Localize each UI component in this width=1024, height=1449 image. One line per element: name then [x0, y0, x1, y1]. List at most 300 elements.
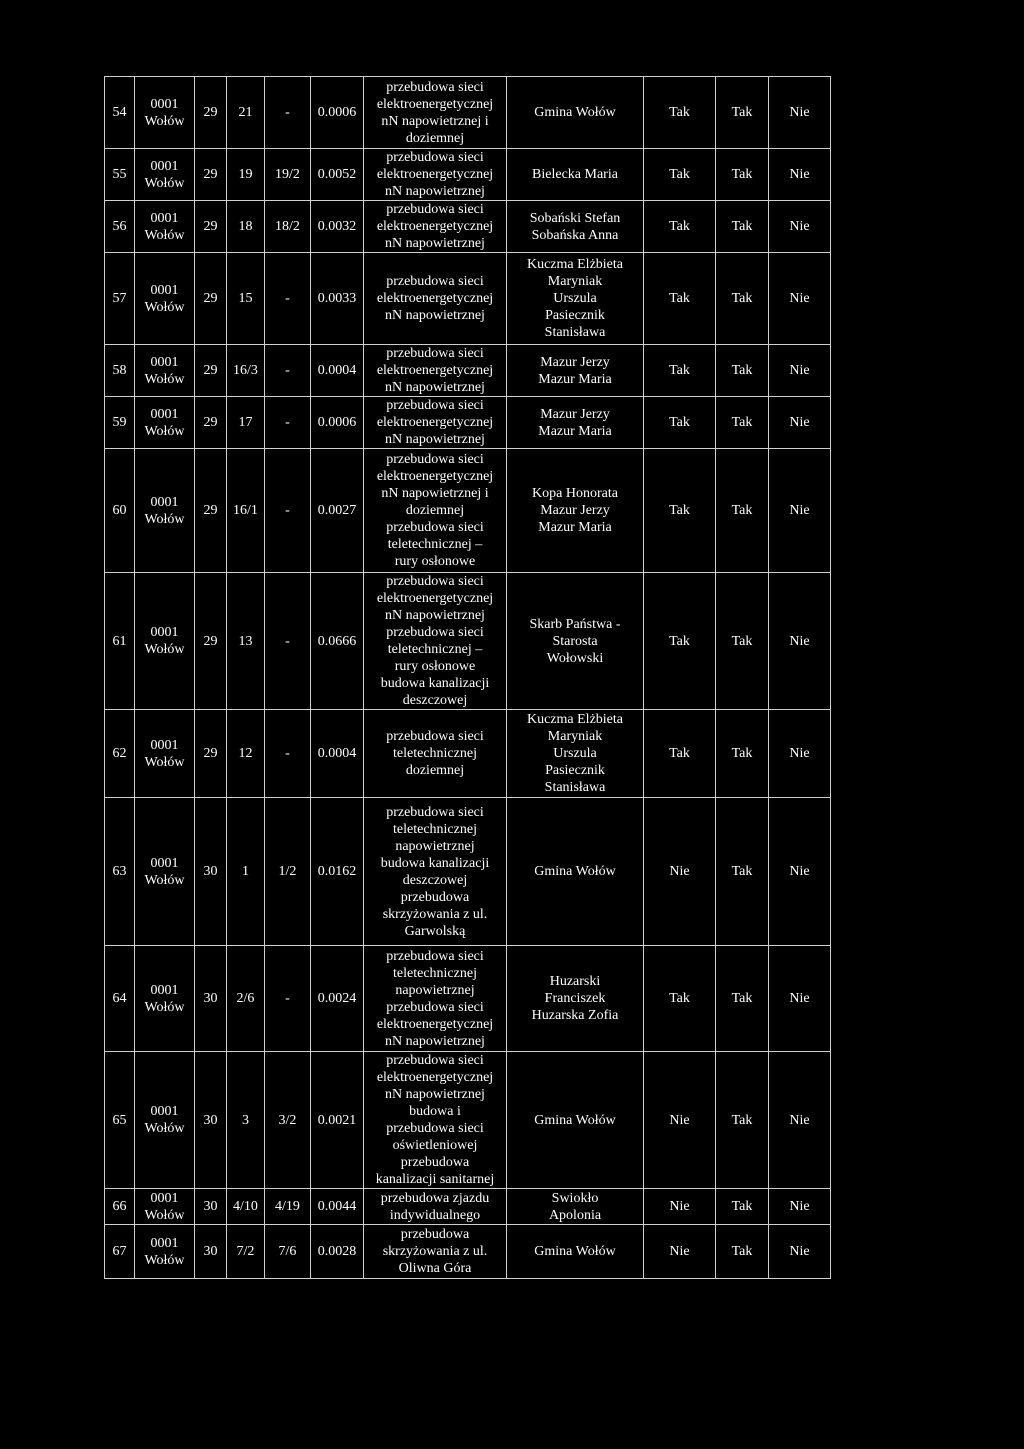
owner-cell: [507, 253, 644, 345]
owner-line: Gmina Wołów: [534, 105, 616, 120]
parcel-number: 21: [238, 105, 253, 120]
purpose-line: nN napowietrznej: [385, 1033, 485, 1049]
flag-c: Nie: [789, 864, 810, 879]
purpose-line: teletechnicznej: [393, 821, 477, 837]
row-number-cell: [105, 798, 135, 946]
sheet-cell: [195, 397, 227, 449]
parcel-cell: [227, 77, 265, 149]
parcel-number: 19: [238, 167, 253, 182]
sheet-number: 30: [203, 1199, 218, 1214]
row-number: 62: [112, 746, 127, 761]
purpose-line: deszczowej: [402, 693, 468, 708]
new-parcel-cell: [265, 1052, 311, 1189]
flag-b-cell: [716, 201, 769, 253]
flag-a: Tak: [669, 991, 690, 1006]
owner-cell: [507, 345, 644, 397]
sheet-number: 29: [203, 291, 218, 306]
precinct-line: 0001: [150, 1235, 179, 1251]
purpose-line: nN napowietrznej: [385, 308, 485, 323]
purpose-line: napowietrznej: [395, 838, 475, 854]
sheet-number: 29: [203, 503, 218, 518]
area-value: 0.0032: [317, 219, 357, 234]
purpose-line: nN napowietrznej: [385, 608, 485, 623]
flag-c-cell: [769, 397, 831, 449]
row-number: 66: [112, 1199, 127, 1214]
row-number-cell: [105, 1052, 135, 1189]
parcel-table: [104, 76, 908, 1279]
parcel-number: 1: [242, 864, 249, 879]
flag-c: Nie: [789, 219, 810, 234]
area-cell: [311, 253, 364, 345]
parcel-cell: [227, 1052, 265, 1189]
owner-line: Swiokło: [551, 1190, 599, 1206]
purpose-cell: [364, 1225, 507, 1279]
purpose-line: przebudowa sieci: [386, 574, 484, 589]
purpose-line: indywidualnego: [389, 1207, 481, 1223]
purpose-line: nN napowietrznej i: [381, 486, 489, 501]
flag-a: Nie: [669, 864, 690, 879]
new-parcel-number: -: [285, 105, 290, 120]
precinct-line: 0001: [150, 1104, 179, 1119]
parcel-cell: [227, 798, 265, 946]
flag-a: Nie: [669, 1244, 690, 1259]
owner-line: Sobańska Anna: [531, 227, 619, 243]
flag-b: Tak: [731, 991, 753, 1006]
flag-a-cell: [644, 710, 716, 798]
purpose-line: przebudowa sieci: [386, 999, 484, 1015]
flag-b-cell: [716, 397, 769, 449]
flag-c-cell: [769, 1225, 831, 1279]
new-parcel-number: 19/2: [275, 167, 300, 182]
parcel-number: 18: [238, 219, 253, 234]
flag-b-cell: [716, 345, 769, 397]
owner-line: Kuczma Elżbieta: [526, 257, 623, 272]
purpose-line: doziemnej: [405, 763, 465, 778]
purpose-line: elektroenergetycznej: [376, 291, 494, 306]
table-row: [105, 1189, 908, 1225]
purpose-line: oświetleniowej: [392, 1138, 478, 1153]
row-number: 55: [112, 167, 127, 182]
flag-b: Tak: [731, 864, 753, 879]
purpose-cell: [364, 201, 507, 253]
owner-cell: [507, 710, 644, 798]
row-number-cell: [105, 573, 135, 710]
flag-a: Tak: [669, 503, 690, 518]
flag-b: Tak: [731, 167, 753, 182]
precinct-line: 0001: [150, 1190, 179, 1206]
purpose-line: przebudowa sieci: [386, 202, 484, 217]
flag-b: Tak: [731, 415, 753, 430]
row-number: 58: [112, 363, 127, 378]
sheet-cell: [195, 573, 227, 710]
sheet-number: 30: [203, 1112, 218, 1128]
purpose-line: kanalizacji sanitarnej: [375, 1172, 495, 1187]
precinct-cell: [135, 449, 195, 573]
parcel-cell: [227, 397, 265, 449]
flag-a-cell: [644, 149, 716, 201]
row-number: 67: [112, 1244, 127, 1259]
flag-b: Tak: [731, 219, 753, 234]
owner-cell: [507, 1189, 644, 1225]
purpose-line: przebudowa zjazdu: [380, 1190, 490, 1206]
sheet-cell: [195, 149, 227, 201]
new-parcel-cell: [265, 345, 311, 397]
flag-a-cell: [644, 345, 716, 397]
flag-b-cell: [716, 449, 769, 573]
table-row: [105, 1052, 908, 1189]
purpose-line: deszczowej: [402, 872, 468, 888]
parcel-cell: [227, 149, 265, 201]
row-number-cell: [105, 449, 135, 573]
precinct-cell: [135, 77, 195, 149]
purpose-line: przebudowa sieci: [386, 804, 484, 820]
flag-c: Nie: [789, 633, 810, 649]
new-parcel-cell: [265, 798, 311, 946]
area-value: 0.0666: [317, 633, 357, 649]
owner-line: Mazur Jerzy: [540, 354, 610, 370]
table-row: [105, 573, 908, 710]
flag-a: Tak: [669, 633, 690, 649]
row-number-cell: [105, 1225, 135, 1279]
flag-c: Nie: [789, 291, 810, 306]
sheet-cell: [195, 253, 227, 345]
flag-b-cell: [716, 798, 769, 946]
owner-cell: [507, 798, 644, 946]
flag-a: Tak: [669, 415, 690, 430]
row-number-cell: [105, 253, 135, 345]
table-row: [105, 149, 908, 201]
purpose-line: elektroenergetycznej: [376, 167, 494, 182]
owner-cell: [507, 946, 644, 1052]
area-value: 0.0006: [317, 415, 357, 430]
flag-a-cell: [644, 1225, 716, 1279]
precinct-line: 0001: [150, 494, 179, 510]
area-cell: [311, 1189, 364, 1225]
area-value: 0.0033: [317, 291, 357, 306]
area-cell: [311, 345, 364, 397]
owner-line: Mazur Maria: [538, 371, 612, 387]
flag-a: Tak: [669, 363, 690, 378]
row-number: 63: [112, 864, 127, 879]
flag-a-cell: [644, 77, 716, 149]
area-value: 0.0021: [317, 1112, 357, 1128]
precinct-line: Wołów: [144, 872, 185, 888]
flag-c-cell: [769, 201, 831, 253]
area-value: 0.0044: [317, 1199, 357, 1214]
precinct-line: Wołów: [144, 1207, 185, 1223]
flag-a: Tak: [669, 746, 690, 761]
purpose-line: przebudowa sieci: [386, 948, 484, 964]
flag-c-cell: [769, 946, 831, 1052]
parcel-number: 15: [238, 291, 253, 306]
area-value: 0.0004: [317, 363, 357, 378]
purpose-line: przebudowa sieci: [386, 150, 484, 165]
purpose-line: elektroenergetycznej: [376, 1016, 494, 1032]
new-parcel-cell: [265, 253, 311, 345]
flag-c-cell: [769, 149, 831, 201]
precinct-line: 0001: [150, 96, 179, 112]
precinct-cell: [135, 710, 195, 798]
flag-c-cell: [769, 1189, 831, 1225]
flag-b: Tak: [731, 503, 753, 518]
flag-b: Tak: [731, 1199, 753, 1214]
parcel-number: 13: [238, 633, 253, 649]
precinct-line: Wołów: [144, 511, 185, 527]
precinct-line: Wołów: [144, 299, 185, 315]
new-parcel-number: 1/2: [278, 864, 297, 879]
purpose-cell: [364, 573, 507, 710]
parcel-number: 16/1: [233, 503, 258, 518]
purpose-cell: [364, 1189, 507, 1225]
owner-line: Sobański Stefan: [529, 210, 621, 226]
flag-c: Nie: [789, 1199, 810, 1214]
area-cell: [311, 449, 364, 573]
table-row: [105, 1225, 908, 1279]
sheet-number: 30: [203, 1244, 218, 1259]
area-cell: [311, 946, 364, 1052]
flag-c-cell: [769, 1052, 831, 1189]
owner-cell: [507, 397, 644, 449]
flag-c: Nie: [789, 1112, 810, 1128]
new-parcel-cell: [265, 1189, 311, 1225]
area-value: 0.0006: [317, 105, 357, 120]
owner-cell: [507, 77, 644, 149]
flag-b: Tak: [731, 1112, 753, 1128]
purpose-line: budowa i: [409, 1104, 461, 1119]
sheet-cell: [195, 201, 227, 253]
owner-cell: [507, 1225, 644, 1279]
flag-a-cell: [644, 253, 716, 345]
flag-c-cell: [769, 573, 831, 710]
sheet-number: 29: [203, 415, 218, 430]
purpose-line: rury osłonowe: [394, 554, 476, 569]
owner-line: Maryniak: [547, 274, 603, 289]
flag-b-cell: [716, 573, 769, 710]
purpose-cell: [364, 449, 507, 573]
flag-b-cell: [716, 1052, 769, 1189]
purpose-cell: [364, 345, 507, 397]
row-number-cell: [105, 345, 135, 397]
new-parcel-number: -: [285, 991, 290, 1006]
row-number-cell: [105, 710, 135, 798]
purpose-line: elektroenergetycznej: [376, 219, 494, 234]
owner-line: Huzarska Zofia: [531, 1008, 619, 1023]
owner-line: Kopa Honorata: [532, 486, 618, 501]
purpose-cell: [364, 77, 507, 149]
purpose-line: przebudowa: [400, 1155, 470, 1170]
purpose-line: budowa kanalizacji: [380, 676, 490, 691]
purpose-cell: [364, 1052, 507, 1189]
precinct-cell: [135, 397, 195, 449]
flag-a-cell: [644, 946, 716, 1052]
purpose-line: teletechnicznej –: [387, 537, 483, 552]
flag-c-cell: [769, 710, 831, 798]
precinct-line: Wołów: [144, 999, 185, 1015]
precinct-cell: [135, 1189, 195, 1225]
owner-line: Kuczma Elżbieta: [526, 712, 623, 727]
parcel-number: 12: [238, 746, 253, 761]
owner-line: Skarb Państwa -: [529, 616, 621, 632]
flag-c-cell: [769, 449, 831, 573]
purpose-line: przebudowa sieci: [386, 520, 484, 535]
owner-line: Wołowski: [546, 650, 604, 666]
new-parcel-number: -: [285, 633, 290, 649]
flag-a-cell: [644, 397, 716, 449]
precinct-line: 0001: [150, 982, 179, 998]
table-row: [105, 946, 908, 1052]
row-number: 64: [112, 991, 127, 1006]
flag-b-cell: [716, 710, 769, 798]
flag-a-cell: [644, 449, 716, 573]
purpose-line: przebudowa sieci: [386, 274, 484, 289]
purpose-cell: [364, 710, 507, 798]
precinct-line: Wołów: [144, 642, 185, 657]
sheet-number: 29: [203, 105, 218, 120]
sheet-cell: [195, 798, 227, 946]
new-parcel-number: 7/6: [278, 1244, 297, 1259]
row-number: 56: [112, 219, 127, 234]
precinct-line: Wołów: [144, 175, 185, 191]
flag-a: Tak: [669, 291, 690, 306]
new-parcel-number: 18/2: [275, 219, 300, 234]
owner-line: Mazur Jerzy: [540, 503, 610, 518]
purpose-line: elektroenergetycznej: [376, 591, 494, 606]
owner-line: Gmina Wołów: [534, 1112, 616, 1128]
flag-c-cell: [769, 798, 831, 946]
owner-line: Stanisława: [544, 325, 606, 340]
precinct-cell: [135, 946, 195, 1052]
owner-line: Mazur Maria: [538, 423, 612, 439]
owner-line: Bielecka Maria: [532, 167, 618, 182]
row-number-cell: [105, 149, 135, 201]
owner-line: Pasiecznik: [545, 763, 605, 778]
purpose-line: elektroenergetycznej: [376, 415, 494, 430]
sheet-number: 29: [203, 746, 218, 761]
flag-a-cell: [644, 1052, 716, 1189]
owner-cell: [507, 149, 644, 201]
purpose-line: nN napowietrznej: [385, 1087, 485, 1102]
purpose-line: budowa kanalizacji: [380, 855, 490, 871]
flag-a: Nie: [669, 1112, 690, 1128]
row-number-cell: [105, 1189, 135, 1225]
purpose-line: Oliwna Góra: [398, 1261, 472, 1276]
owner-cell: [507, 449, 644, 573]
parcel-cell: [227, 573, 265, 710]
owner-line: Mazur Jerzy: [540, 406, 610, 422]
area-cell: [311, 77, 364, 149]
new-parcel-cell: [265, 1225, 311, 1279]
flag-c: Nie: [789, 363, 810, 378]
purpose-line: przebudowa sieci: [386, 625, 484, 640]
parcel-cell: [227, 946, 265, 1052]
precinct-line: 0001: [150, 855, 179, 871]
table-row: [105, 449, 908, 573]
sheet-cell: [195, 449, 227, 573]
owner-line: Urszula: [553, 291, 597, 306]
purpose-line: teletechnicznej: [393, 965, 477, 981]
flag-a-cell: [644, 573, 716, 710]
area-cell: [311, 201, 364, 253]
purpose-line: przebudowa sieci: [386, 398, 484, 413]
flag-b: Tak: [731, 105, 753, 120]
purpose-line: przebudowa sieci: [386, 729, 484, 744]
flag-b: Tak: [731, 291, 753, 306]
purpose-line: teletechnicznej –: [387, 642, 483, 657]
flag-c: Nie: [789, 746, 810, 761]
purpose-line: elektroenergetycznej: [376, 96, 494, 112]
area-cell: [311, 397, 364, 449]
precinct-line: Wołów: [144, 113, 185, 129]
new-parcel-cell: [265, 449, 311, 573]
purpose-cell: [364, 149, 507, 201]
purpose-line: przebudowa sieci: [386, 452, 484, 467]
sheet-cell: [195, 77, 227, 149]
flag-b-cell: [716, 1225, 769, 1279]
row-number: 65: [112, 1112, 127, 1128]
sheet-cell: [195, 345, 227, 397]
purpose-cell: [364, 397, 507, 449]
precinct-cell: [135, 1052, 195, 1189]
flag-a: Tak: [669, 105, 690, 120]
area-value: 0.0028: [317, 1244, 357, 1259]
row-number: 61: [112, 633, 127, 649]
purpose-line: napowietrznej: [395, 982, 475, 998]
row-number-cell: [105, 397, 135, 449]
precinct-line: 0001: [150, 282, 179, 298]
new-parcel-number: 4/19: [275, 1199, 300, 1214]
flag-b: Tak: [731, 1244, 753, 1259]
owner-cell: [507, 573, 644, 710]
precinct-line: 0001: [150, 210, 179, 226]
flag-b: Tak: [731, 633, 753, 649]
purpose-line: rury osłonowe: [394, 659, 476, 674]
area-cell: [311, 710, 364, 798]
new-parcel-cell: [265, 573, 311, 710]
parcel-number: 16/3: [233, 363, 258, 378]
purpose-line: nN napowietrznej: [385, 432, 485, 447]
new-parcel-cell: [265, 201, 311, 253]
new-parcel-number: -: [285, 363, 290, 378]
sheet-cell: [195, 710, 227, 798]
flag-b-cell: [716, 253, 769, 345]
parcel-number: 7/2: [236, 1244, 255, 1259]
new-parcel-cell: [265, 149, 311, 201]
new-parcel-number: 3/2: [278, 1112, 297, 1128]
flag-b-cell: [716, 946, 769, 1052]
owner-cell: [507, 201, 644, 253]
owner-line: Starosta: [552, 633, 598, 649]
purpose-cell: [364, 253, 507, 345]
owner-line: Gmina Wołów: [534, 1244, 616, 1259]
parcel-number: 3: [242, 1112, 249, 1128]
parcel-cell: [227, 345, 265, 397]
parcel-number: 4/10: [233, 1199, 258, 1214]
purpose-line: nN napowietrznej i: [381, 113, 489, 129]
purpose-line: doziemnej: [405, 130, 465, 146]
owner-line: Maryniak: [547, 729, 603, 744]
precinct-cell: [135, 573, 195, 710]
parcel-cell: [227, 710, 265, 798]
purpose-line: elektroenergetycznej: [376, 363, 494, 378]
purpose-line: elektroenergetycznej: [376, 1070, 494, 1085]
row-number-cell: [105, 77, 135, 149]
row-number-cell: [105, 946, 135, 1052]
precinct-line: Wołów: [144, 423, 185, 439]
table-row: [105, 710, 908, 798]
sheet-number: 30: [203, 864, 218, 879]
precinct-line: Wołów: [144, 371, 185, 387]
flag-c-cell: [769, 253, 831, 345]
